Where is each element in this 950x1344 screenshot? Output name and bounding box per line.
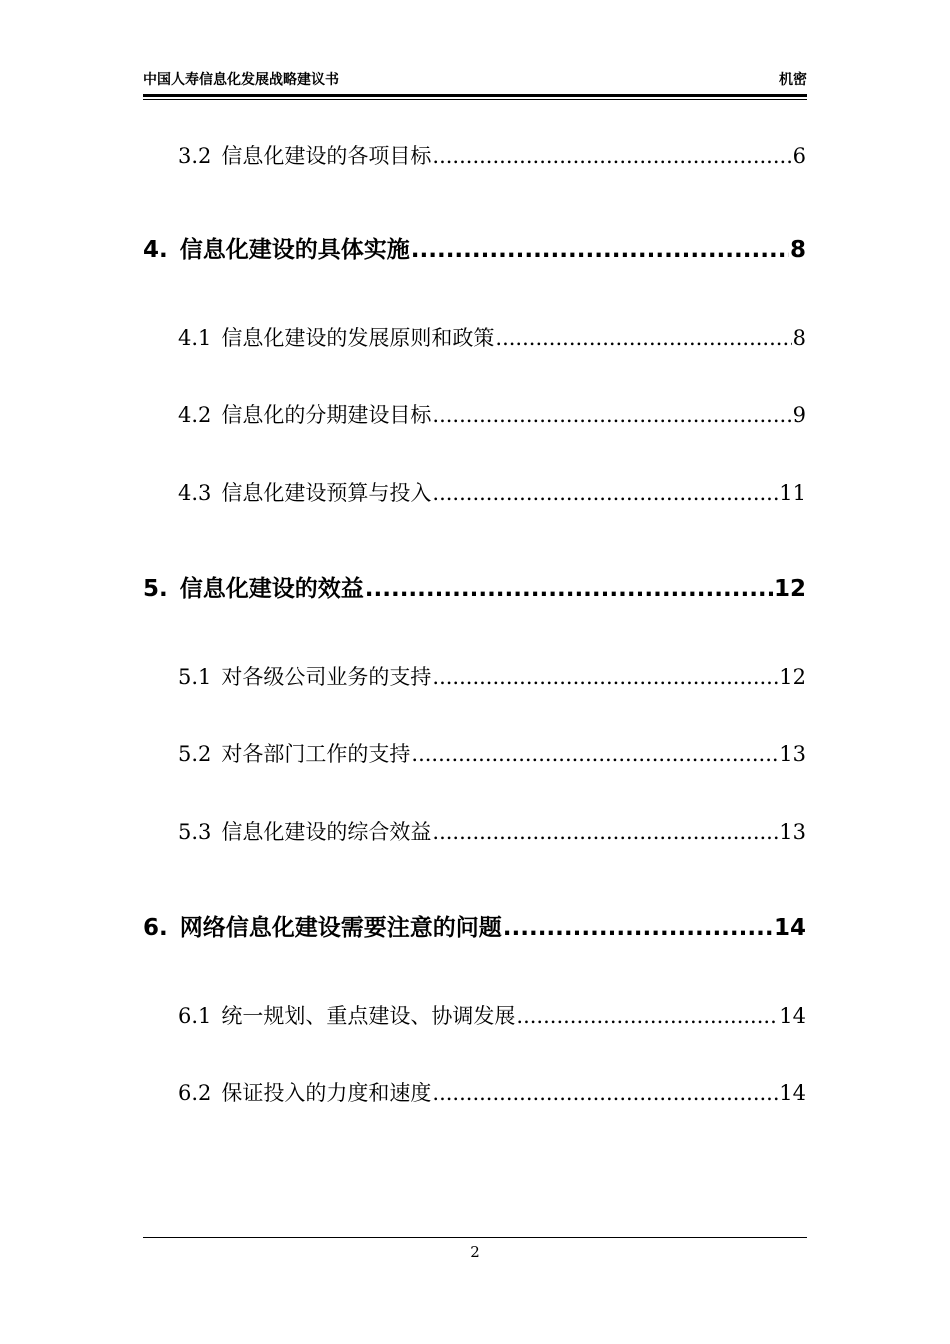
toc-title: 信息化的分期建设目标 [221,403,432,427]
toc-dot-leader [432,1078,778,1108]
toc-entry-4-3[interactable] [178,478,806,508]
toc-page-number: 9 [792,403,806,427]
page-header [143,70,807,90]
toc-entry-4-1[interactable] [178,323,806,353]
toc-number: 4.3 [178,481,212,505]
toc-page-number: 13 [779,742,806,766]
toc-entry-5-1[interactable] [178,662,806,692]
toc-page-number: 14 [779,1081,806,1105]
toc-dot-leader [432,141,791,171]
toc-page-number: 8 [792,326,806,350]
toc-dot-leader [516,1001,778,1031]
toc-title: 网络信息化建设需要注意的问题 [179,915,502,941]
toc-page-number: 6 [792,144,806,168]
toc-number: 6.2 [178,1081,212,1105]
toc-page-number: 13 [779,820,806,844]
toc-dot-leader [411,233,789,267]
toc-title: 对各部门工作的支持 [221,742,411,766]
toc-entry-5-2[interactable] [178,739,806,769]
toc-entry-5-3[interactable] [178,817,806,847]
toc-entry-3-2[interactable] [178,141,806,171]
toc-entry-6-1[interactable] [178,1001,806,1031]
toc-page-number: 8 [789,237,806,263]
toc-number: 4.2 [178,403,212,427]
toc-dot-leader [432,662,778,692]
toc-number: 5.2 [178,742,212,766]
toc-title: 信息化建设的具体实施 [179,237,410,263]
toc-number: 3.2 [178,144,212,168]
toc-title: 统一规划、重点建设、协调发展 [221,1004,516,1028]
toc-title: 信息化建设预算与投入 [221,481,432,505]
toc-page-number: 11 [779,481,806,505]
footer-rule [143,1237,807,1238]
toc-title: 对各级公司业务的支持 [221,665,432,689]
page-number: 2 [470,1243,480,1261]
header-rule-thick [143,94,807,97]
toc-title: 信息化建设的效益 [179,576,364,602]
toc-dot-leader [411,739,778,769]
toc-number: 4.1 [178,326,212,350]
classification-label: 机密 [779,72,807,88]
toc-title: 信息化建设的发展原则和政策 [221,326,495,350]
toc-entry-6-2[interactable] [178,1078,806,1108]
toc-dot-leader [495,323,791,353]
toc-entry-5[interactable] [143,572,806,606]
toc-entry-4-2[interactable] [178,400,806,430]
toc-page-number: 12 [779,665,806,689]
toc-title: 信息化建设的综合效益 [221,820,432,844]
toc-dot-leader [432,817,778,847]
toc-dot-leader [432,478,778,508]
toc-number: 5.3 [178,820,212,844]
toc-number: 6. [143,915,168,941]
toc-entry-4[interactable] [143,233,806,267]
toc-dot-leader [365,572,773,606]
toc-number: 5.1 [178,665,212,689]
toc-dot-leader [503,911,773,945]
toc-number: 4. [143,237,168,263]
toc-title: 保证投入的力度和速度 [221,1081,432,1105]
toc-title: 信息化建设的各项目标 [221,144,432,168]
toc-number: 5. [143,576,168,602]
toc-entry-6[interactable] [143,911,806,945]
toc-page-number: 14 [779,1004,806,1028]
header-rule-thin [143,99,807,100]
toc-dot-leader [432,400,791,430]
toc-page-number: 14 [773,915,806,941]
document-title: 中国人寿信息化发展战略建议书 [143,72,339,88]
toc-number: 6.1 [178,1004,212,1028]
toc-page-number: 12 [773,576,806,602]
